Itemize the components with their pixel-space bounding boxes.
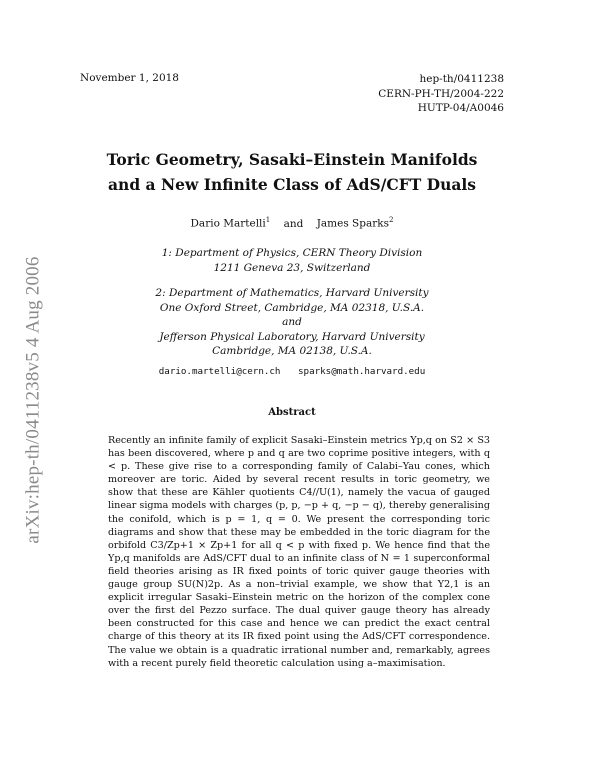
- affiliation-line: Jefferson Physical Laboratory, Harvard University: [159, 330, 425, 343]
- affiliation-harvard: [80, 286, 504, 359]
- cern-report-number: CERN-PH-TH/2004-222: [378, 87, 504, 100]
- author-name: Dario Martelli: [190, 217, 266, 230]
- affiliation-line: 1: Department of Physics, CERN Theory Division: [161, 247, 423, 259]
- affiliation-line: and: [282, 316, 302, 328]
- author-emails: [80, 366, 504, 377]
- arxiv-side-stamp: [14, 190, 54, 610]
- author-name: James Sparks: [316, 217, 389, 230]
- arxiv-identifier: hep-th/0411238: [419, 73, 504, 85]
- title-line: and a New Infinite Class of AdS/CFT Duals: [108, 175, 476, 194]
- email-address: sparks@math.harvard.edu: [298, 366, 426, 377]
- paper-title: [80, 147, 504, 197]
- email-address: dario.martelli@cern.ch: [158, 366, 281, 377]
- affiliation-cern: [80, 246, 504, 275]
- harvard-report-number: HUTP-04/A0046: [417, 102, 504, 114]
- abstract-text: Recently an infinite family of explicit Sasaki–Einstein metrics Yp,q on S2 × S3 has been discovered, where p and q are two coprime positive integers, with q < p. These give rise to a corresponding family of Calabi–Yau cones, which moreover are toric. Aided by several recent results in toric geometry, we show that these are Kähler quotients C4//U(1), namely the vacua of gauged linear sigma models with charges (p, p, −p + q, −p − q), thereby generalising the conifold, which is p = 1, q = 0. We present the corresponding toric diagrams and show that these may be embedded in the toric diagram for the orbifold C3/Zp+1 × Zp+1 for all q < p with fixed p. We hence find that the Yp,q manifolds are AdS/CFT dual to an infinite class of N = 1 superconformal field theories arising as IR fixed points of toric quiver gauge theories with gauge group SU(N)2p. As a non–trivial example, we show that Y2,1 is an explicit irregular Sasaki–Einstein metric on the horizon of the complex cone over the first del Pezzo surface. The dual quiver gauge theory has already been constructed for this case and hence we can predict the exact central charge of this theory at its IR fixed point using the AdS/CFT correspondence. The value we obtain is a quadratic irrational number and, remarkably, agrees with a recent purely field theoretic calculation using a–maximisation.: [108, 435, 490, 669]
- affiliation-line: Cambridge, MA 02138, U.S.A.: [212, 345, 372, 357]
- affiliation-line: 1211 Geneva 23, Switzerland: [213, 261, 371, 274]
- affiliation-line: One Oxford Street, Cambridge, MA 02318, U.S.A.: [159, 301, 425, 314]
- title-line: Toric Geometry, Sasaki–Einstein Manifolds: [106, 150, 478, 169]
- affiliation-line: 2: Department of Mathematics, Harvard University: [155, 287, 429, 299]
- affiliation-mark: 1: [265, 216, 271, 224]
- preprint-identifiers: [378, 72, 504, 116]
- preprint-date: November 1, 2018: [80, 72, 179, 84]
- abstract-heading: Abstract: [268, 407, 316, 418]
- arxiv-stamp-text: arXiv:hep-th/0411238v5 4 Aug 2006: [23, 256, 44, 544]
- affiliation-mark: 2: [389, 216, 394, 224]
- author-list: [80, 216, 504, 230]
- author-joiner: and: [283, 217, 304, 230]
